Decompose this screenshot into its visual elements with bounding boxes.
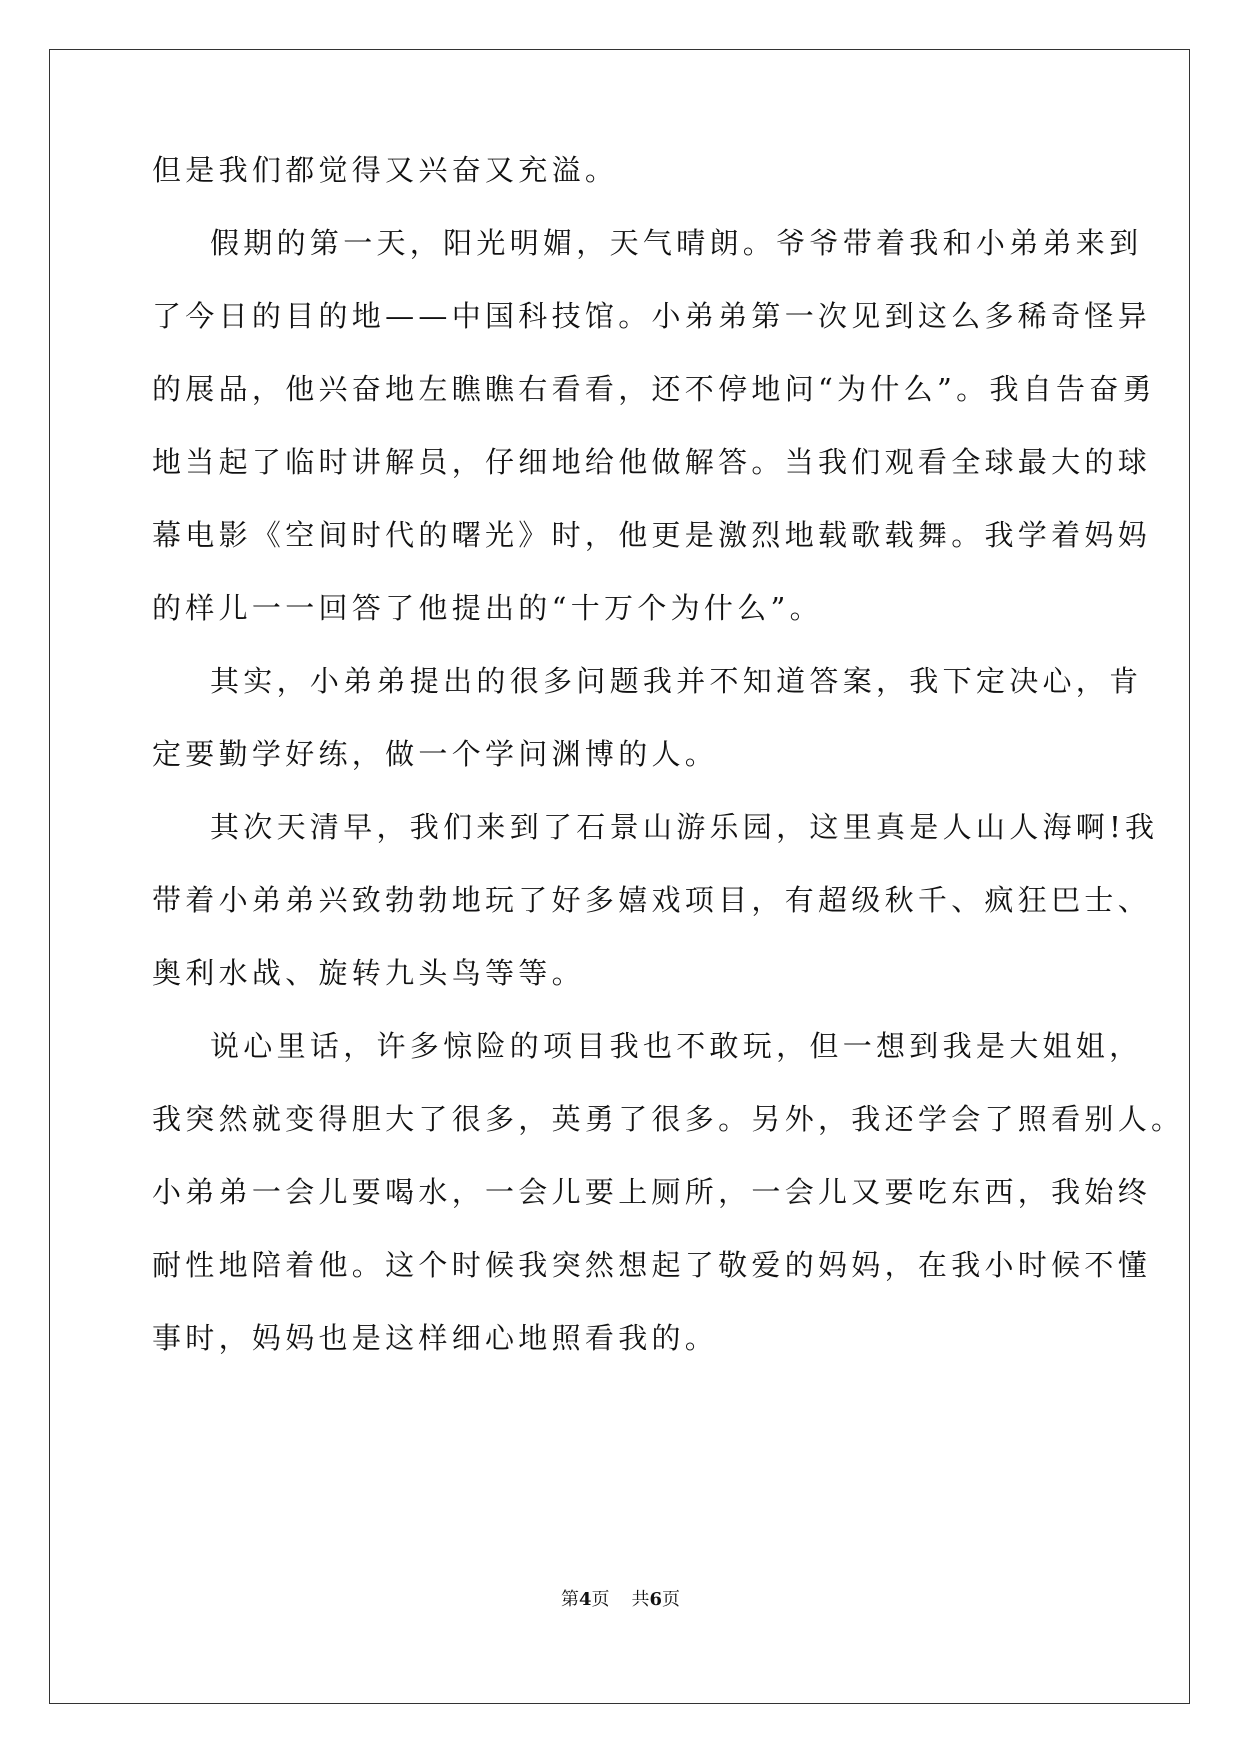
- paragraph-start: 其实，小弟弟提出的很多问题我并不知道答案，我下定决心，肯: [210, 664, 1143, 698]
- page-footer: [0, 1588, 1241, 1612]
- page-prefix: 第: [560, 1589, 579, 1610]
- text-line: 小弟弟一会儿要喝水，一会儿要上厕所，一会儿又要吃东西，我始终: [152, 1175, 1152, 1209]
- text-line: 事时，妈妈也是这样细心地照看我的。: [152, 1321, 719, 1355]
- text-line: 的样儿一一回答了他提出的“十万个为什么”。: [152, 591, 823, 625]
- total-prefix: 共: [631, 1589, 650, 1610]
- page-unit: 页: [591, 1589, 610, 1610]
- page-total: 6: [649, 1589, 663, 1610]
- paragraph-start: 其次天清早，我们来到了石景山游乐园，这里真是人山人海啊!我: [210, 810, 1159, 844]
- text-line: 但是我们都觉得又兴奋又充溢。: [152, 153, 619, 187]
- text-line: 地当起了临时讲解员，仔细地给他做解答。当我们观看全球最大的球: [152, 445, 1152, 479]
- text-line: 奥利水战、旋转九头鸟等等。: [152, 956, 585, 990]
- text-line: 我突然就变得胆大了很多，英勇了很多。另外，我还学会了照看别人。: [152, 1102, 1185, 1136]
- text-line: 耐性地陪着他。这个时候我突然想起了敬爱的妈妈，在我小时候不懂: [152, 1248, 1152, 1282]
- paragraph-start: 说心里话，许多惊险的项目我也不敢玩，但一想到我是大姐姐，: [210, 1029, 1143, 1063]
- paragraph-start: 假期的第一天，阳光明媚，天气晴朗。爷爷带着我和小弟弟来到: [210, 226, 1143, 260]
- text-line: 幕电影《空间时代的曙光》时，他更是激烈地载歌载舞。我学着妈妈: [152, 518, 1152, 552]
- page-current: 4: [578, 1589, 592, 1610]
- text-line: 了今日的目的地——中国科技馆。小弟弟第一次见到这么多稀奇怪异: [152, 299, 1152, 333]
- text-line: 的展品，他兴奋地左瞧瞧右看看，还不停地问“为什么”。我自告奋勇: [152, 372, 1156, 406]
- text-line: 定要勤学好练，做一个学问渊博的人。: [152, 737, 719, 771]
- text-line: 带着小弟弟兴致勃勃地玩了好多嬉戏项目，有超级秋千、疯狂巴士、: [152, 883, 1152, 917]
- total-unit: 页: [662, 1589, 681, 1610]
